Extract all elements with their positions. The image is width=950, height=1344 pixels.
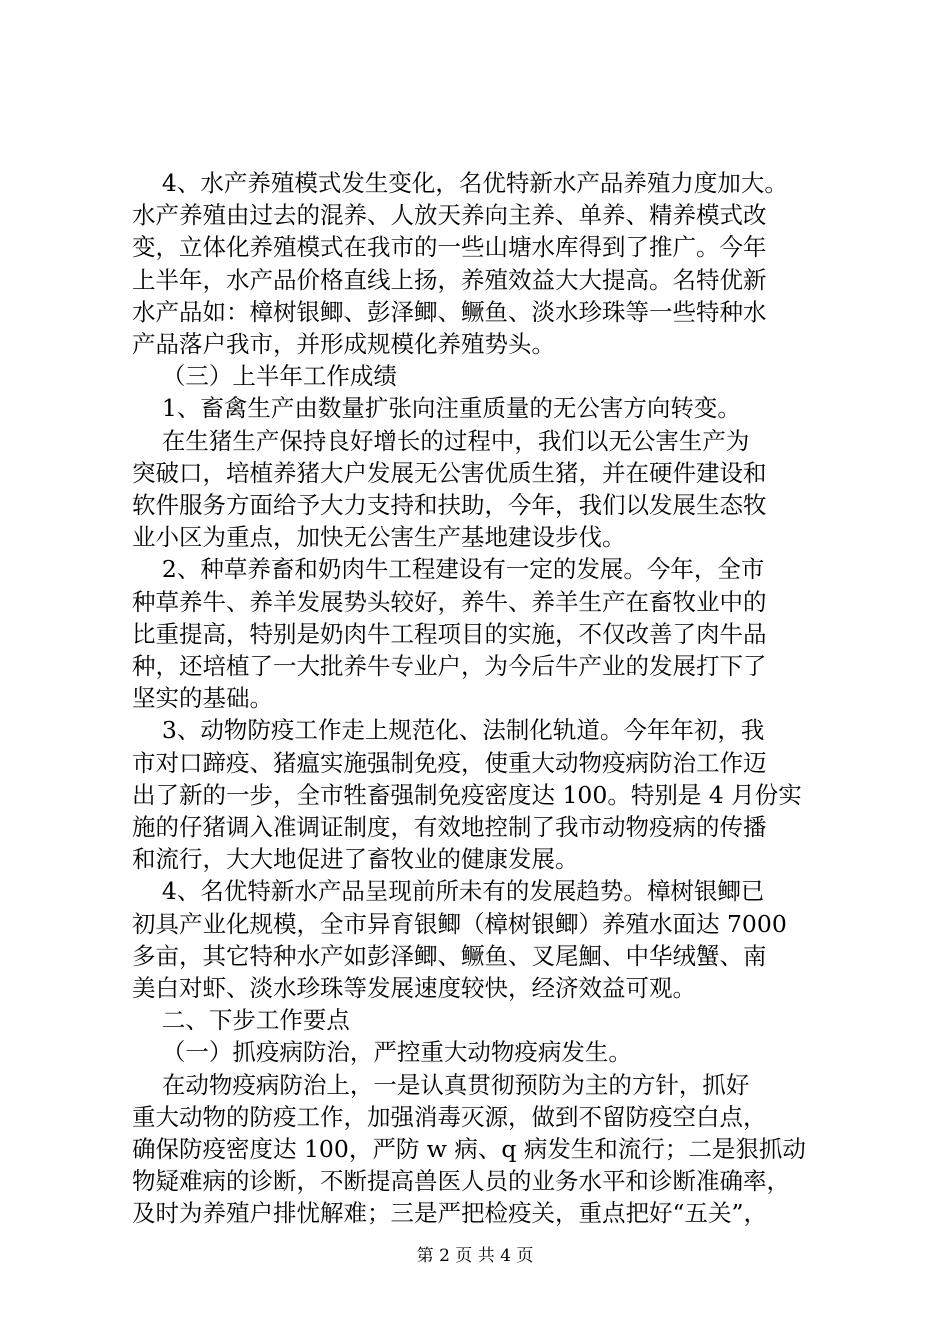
text-line: 及时为养殖户排忧解难；三是严把检疫关，重点把好“五关”，: [132, 1199, 768, 1228]
text-line: 水产养殖由过去的混养、人放天养向主养、单养、精养模式改: [132, 201, 767, 230]
text-line: 软件服务方面给予大力支持和扶助，今年，我们以发展生态牧: [132, 491, 767, 519]
text-line: 多亩，其它特种水产如彭泽鲫、鳜鱼、叉尾鮰、中华绒蟹、南: [132, 941, 767, 970]
page-number-footer: 第 2 页 共 4 页: [416, 1246, 534, 1266]
text-line: 出了新的一步，全市牲畜强制免疫密度达 100。特别是 4 月份实: [132, 780, 802, 809]
text-line: 比重提高，特别是奶肉牛工程项目的实施，不仅改善了肉牛品: [132, 619, 767, 648]
text-line: 种，还培植了一大批养牛专业户，为今后牛产业的发展打下了: [132, 652, 767, 680]
text-line: 物疑难病的诊断，不断提高兽医人员的业务水平和诊断准确率，: [132, 1167, 790, 1196]
text-line: 突破口，培植养猪大户发展无公害优质生猪，并在硬件建设和: [132, 458, 767, 487]
section-heading: （三）上半年工作成绩: [132, 362, 397, 391]
text-line: 坚实的基础。: [132, 684, 273, 713]
text-line: 和流行，大大地促进了畜牧业的健康发展。: [132, 845, 579, 874]
text-line: 4、名优特新水产品呈现前所未有的发展趋势。樟树银鲫已: [132, 877, 765, 906]
text-line: 产品落户我市，并形成规模化养殖势头。: [132, 330, 555, 358]
text-line: 1、畜禽生产由数量扩张向注重质量的无公害方向转变。: [132, 394, 741, 423]
text-line: 上半年，水产品价格直线上扬，养殖效益大大提高。名特优新: [132, 265, 767, 294]
text-line: 在动物疫病防治上，一是认真贯彻预防为主的方针，抓好: [132, 1070, 750, 1099]
text-line: 3、动物防疫工作走上规范化、法制化轨道。今年年初，我: [132, 716, 765, 745]
section-heading: 二、下步工作要点: [132, 1006, 350, 1035]
text-line: 业小区为重点，加快无公害生产基地建设步伐。: [132, 523, 626, 552]
text-line: 在生猪生产保持良好增长的过程中，我们以无公害生产为: [132, 426, 750, 455]
text-line: 施的仔猪调入准调证制度，有效地控制了我市动物疫病的传播: [132, 813, 767, 841]
text-line: 确保防疫密度达 100，严防 w 病、q 病发生和流行；二是狠抓动: [132, 1135, 806, 1163]
text-line: 2、种草养畜和奶肉牛工程建设有一定的发展。今年，全市: [132, 555, 765, 584]
text-line: 4、水产养殖模式发生变化，名优特新水产品养殖力度加大。: [132, 169, 788, 197]
section-heading: （一）抓疫病防治，严控重大动物疫病发生。: [132, 1038, 632, 1067]
text-line: 重大动物的防疫工作，加强消毒灭源，做到不留防疫空白点，: [132, 1102, 767, 1131]
text-line: 初具产业化规模，全市异育银鲫（樟树银鲫）养殖水面达 7000: [132, 909, 787, 938]
text-line: 变，立体化养殖模式在我市的一些山塘水库得到了推广。今年: [132, 233, 767, 262]
text-line: 种草养牛、养羊发展势头较好，养牛、养羊生产在畜牧业中的: [132, 587, 767, 616]
text-line: 市对口蹄疫、猪瘟实施强制免疫，使重大动物疫病防治工作迈: [132, 748, 767, 777]
text-line: 美白对虾、淡水珍珠等发展速度较快，经济效益可观。: [132, 974, 696, 1002]
text-line: 水产品如：樟树银鲫、彭泽鲫、鳜鱼、淡水珍珠等一些特种水: [132, 297, 767, 326]
